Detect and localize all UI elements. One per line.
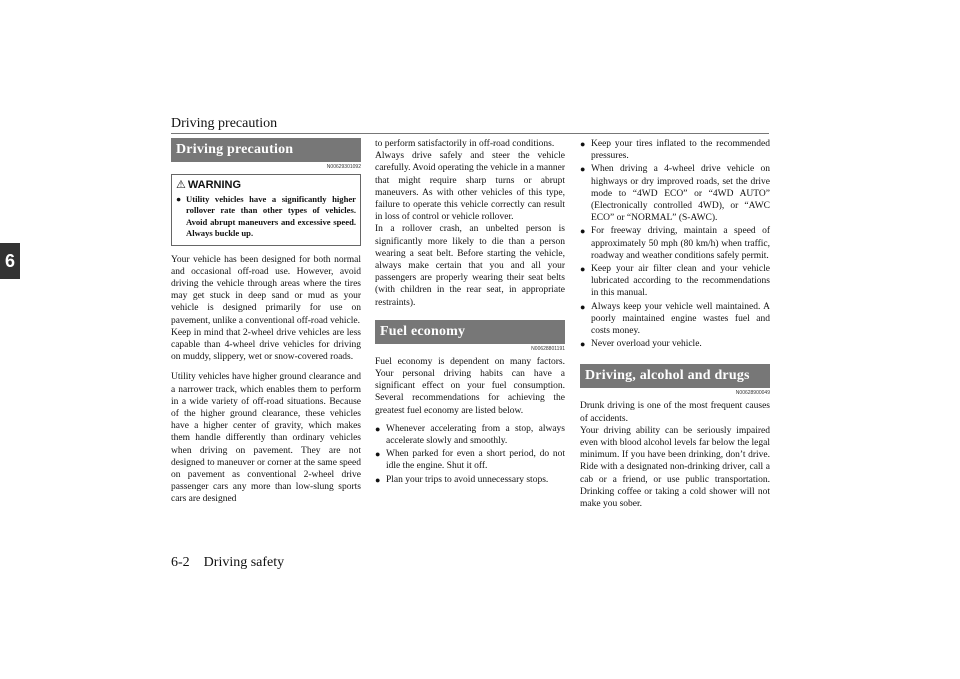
paragraph: Your driving ability can be seriously impaired even with blood alcohol levels far below the legal minimum. If you have been drinking, don’t drive. Ride with a designated non-drinking driver, call a cab or a friend, or use public transportation. Drinking coffee or taking a cold shower will not make you sober. <box>580 425 770 510</box>
list-item-text: Always keep your vehicle well maintained. A poorly maintained engine wastes fuel and costs money. <box>591 301 770 337</box>
fuel-tips-list-continued <box>580 138 770 350</box>
footer-section-name: Driving safety <box>203 555 285 570</box>
list-item-text: Whenever accelerating from a stop, always accelerate slowly and smoothly. <box>386 423 565 447</box>
list-item-text: Keep your tires inflated to the recommended pressures. <box>591 139 770 162</box>
warning-header <box>176 178 356 191</box>
bullet-icon: ● <box>580 226 586 237</box>
bullet-icon: ● <box>375 474 381 485</box>
paragraph: Your vehicle has been designed for both normal and occasional off-road use. However, avoid driving the vehicle through areas where the tires may get stuck in deep sand or mud as your vehicle is designed primarily for use on pavement, unlike a conventional off-road vehicle. <box>171 254 361 326</box>
list-item-text: Plan your trips to avoid unnecessary stops. <box>386 474 549 485</box>
bullet-icon: ● <box>375 449 381 460</box>
section-code: N00628900049 <box>735 390 770 397</box>
paragraph: Drunk driving is one of the most frequent causes of accidents. <box>580 401 770 424</box>
paragraph: Utility vehicles have higher ground clearance and a narrower track, which enables them to perform in a wide variety of off-road situations. Because of the higher ground clearance, these vehicles have a higher center of gravity, which makes them handle differently than ordinary vehicles when driving on pavement. They are not designed to maneuver or corner at the same speed on pavement as conventional 2-wheel drive passenger cars any more than low-slung sports cars are designed <box>171 372 361 505</box>
fuel-tips-list <box>375 423 565 486</box>
paragraph: Always drive safely and steer the vehicle carefully. Avoid operating the vehicle in a manner that might require sharp turns or abrupt maneuvers. As with other vehicles of this type, failure to operate this vehicle correctly can result in loss of control or vehicle rollover. <box>375 151 565 223</box>
list-item-text: Never overload your vehicle. <box>591 339 702 350</box>
bullet-icon: ● <box>580 264 586 275</box>
paragraph: to perform satisfactorily in off-road conditions. <box>375 139 555 149</box>
list-item-text: Keep your air filter clean and your vehicle lubricated according to the recommendations in this manual. <box>591 264 770 299</box>
bullet-icon: ● <box>375 423 381 434</box>
warning-triangle-icon: ⚠ <box>176 179 186 191</box>
paragraph: In a rollover crash, an unbelted person is significantly more likely to die than a person wearing a seat belt. Before starting the vehicle, always make certain that you and all your passengers are properly wearing their seat belts (with children in the rear seat, in appropriate restraints). <box>375 224 565 308</box>
column-1 <box>171 138 361 506</box>
header-rule <box>171 133 769 134</box>
section-heading-alcohol-drugs: Driving, alcohol and drugs <box>580 364 770 388</box>
column-2 <box>375 138 565 487</box>
page-title: Driving precaution <box>171 116 278 131</box>
section-heading-driving-precaution: Driving precaution <box>171 138 361 162</box>
page-footer <box>171 555 284 571</box>
list-item-text: When parked for even a short period, do not idle the engine. Shut it off. <box>386 449 565 472</box>
chapter-tab: 6 <box>0 243 20 279</box>
bullet-icon: ● <box>580 339 586 350</box>
warning-label: WARNING <box>187 178 242 191</box>
list-item <box>375 448 565 472</box>
section-heading-fuel-economy: Fuel economy <box>375 320 565 344</box>
paragraph: Keep in mind that 2-wheel drive vehicles are less capable than 4-wheel drive vehicles for driving on muddy, slippery, wet or snow-covered roads. <box>171 327 361 363</box>
bullet-icon: ● <box>580 139 586 149</box>
column-3 <box>580 138 770 510</box>
list-item-text: For freeway driving, maintain a speed of approximately 50 mph (80 km/h) when traffic, roadway and weather conditions safely permit. <box>591 226 770 261</box>
bullet-icon: ● <box>176 194 182 204</box>
list-item <box>580 263 770 300</box>
page-number: 6-2 <box>171 555 190 570</box>
warning-text: Utility vehicles have a significantly higher rollover rate than other types of vehicles. Avoid abrupt maneuvers and excessive speed. Always buckle up. <box>186 194 356 239</box>
list-item <box>580 163 770 224</box>
list-item <box>375 423 565 447</box>
bullet-icon: ● <box>580 301 586 312</box>
section-code: N00628801191 <box>531 345 565 352</box>
bullet-icon: ● <box>580 164 586 175</box>
list-item-text: When driving a 4-wheel drive vehicle on highways or dry improved roads, set the drive mode to “4WD ECO” or “4WD AUTO” (Electronically controlled 4WD), or “AWC ECO” or “NORMAL” (S-AWC). <box>591 164 770 224</box>
list-item <box>375 474 565 486</box>
list-item <box>580 225 770 262</box>
section-code: N00629301092 <box>326 164 361 170</box>
list-item <box>580 338 770 350</box>
paragraph: Fuel economy is dependent on many factors. Your personal driving habits can have a significant effect on your fuel consumption. Several recommendations for achieving the greatest fuel economy are listed below. <box>375 356 565 416</box>
warning-item <box>176 194 356 240</box>
warning-box <box>171 174 361 246</box>
list-item <box>580 138 770 162</box>
list-item <box>580 301 770 338</box>
